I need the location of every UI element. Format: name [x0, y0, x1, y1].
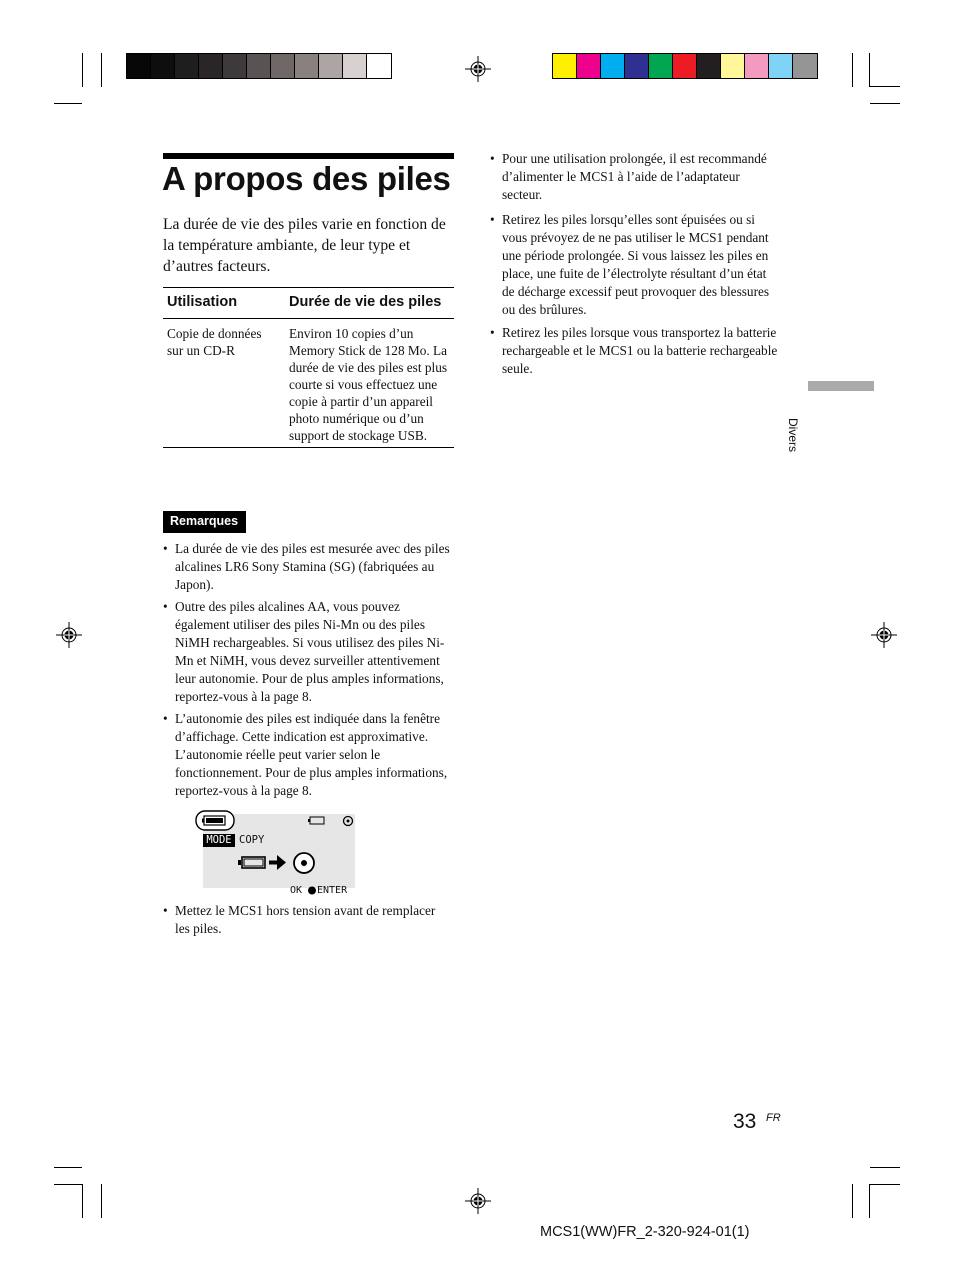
color-swatch — [649, 54, 673, 78]
crop-mark — [101, 53, 102, 87]
table-cell: Copie de données sur un CD-R — [163, 319, 285, 448]
crop-mark — [852, 53, 853, 87]
crop-mark — [869, 1184, 900, 1185]
color-swatch — [343, 54, 367, 78]
crop-mark — [852, 1184, 853, 1218]
crop-mark — [54, 1184, 82, 1185]
note-text: La durée de vie des piles est mesurée avec des piles alcalines LR6 Sony Stamina (SG) (fabriquées au Japon). — [175, 541, 450, 592]
color-swatch — [793, 54, 817, 78]
bullet: • — [163, 711, 168, 726]
color-swatch — [625, 54, 649, 78]
color-swatch — [223, 54, 247, 78]
table-header-row — [163, 288, 454, 319]
page-title: A propos des piles — [162, 160, 451, 197]
table-header: Utilisation — [163, 288, 285, 319]
lcd-enter-label: ENTER — [317, 885, 348, 896]
gray-swatch-bar — [126, 53, 392, 79]
notes-list-right — [490, 150, 780, 382]
list-item — [163, 902, 453, 938]
bullet: • — [163, 599, 168, 614]
lcd-action-label: COPY — [239, 834, 265, 846]
page-language: FR — [766, 1112, 781, 1124]
bullet: • — [490, 325, 495, 340]
crop-mark — [54, 103, 82, 104]
intro-paragraph: La durée de vie des piles varie en fonction de la température ambiante, de leur type et d’autres facteurs. — [163, 216, 446, 275]
color-swatch — [271, 54, 295, 78]
list-item — [163, 540, 453, 594]
notes-label: Remarques — [163, 511, 246, 533]
note-text: Retirez les piles lorsqu’elles sont épuisées ou si vous prévoyez de ne pas utiliser le MCS1 pendant une période prolongée. Si vous laissez les piles en place, une fuite de l’électrolyte résultant d’un état de décharge excessif peut provoquer des blessures ou des brûlures. — [502, 212, 770, 317]
registration-mark-icon — [465, 56, 491, 82]
color-swatch — [721, 54, 745, 78]
title-rule — [163, 153, 454, 159]
crop-mark — [82, 53, 83, 87]
note-text: Outre des piles alcalines AA, vous pouvez également utiliser des piles Ni-Mn ou des piles NiMH rechargeables. Si vous utilisez des piles Ni-Mn et NiMH, vous devez surveiller attentivement leur autonomie. Pour de plus amples informations, reportez-vous à la page 8. — [175, 599, 445, 704]
crop-mark — [870, 1167, 900, 1168]
color-swatch — [175, 54, 199, 78]
registration-mark-icon — [465, 1188, 491, 1214]
color-swatch — [367, 54, 391, 78]
table-header: Durée de vie des piles — [285, 288, 454, 319]
registration-mark-icon — [871, 622, 897, 648]
crop-mark — [101, 1184, 102, 1218]
crop-mark — [870, 103, 900, 104]
notes-list-left — [163, 540, 453, 804]
color-swatch — [577, 54, 601, 78]
crop-mark — [54, 1167, 82, 1168]
section-tab-label: Divers — [786, 418, 800, 453]
registration-mark-icon — [56, 622, 82, 648]
color-swatch — [601, 54, 625, 78]
section-tab-bar — [808, 381, 874, 391]
bullet: • — [490, 212, 495, 227]
color-swatch — [199, 54, 223, 78]
lcd-ok-label: OK — [290, 885, 303, 896]
color-swatch — [745, 54, 769, 78]
color-swatch — [553, 54, 577, 78]
notes-list-after-lcd — [163, 902, 453, 942]
color-swatch — [673, 54, 697, 78]
bullet: • — [490, 151, 495, 166]
color-swatch — [697, 54, 721, 78]
color-swatch — [295, 54, 319, 78]
list-item — [163, 598, 453, 706]
color-swatch — [769, 54, 793, 78]
color-swatch — [151, 54, 175, 78]
table-row — [163, 319, 454, 448]
list-item — [490, 324, 780, 378]
document-id: MCS1(WW)FR_2-320-924-01(1) — [540, 1224, 750, 1240]
color-swatch — [247, 54, 271, 78]
note-text: Mettez le MCS1 hors tension avant de remplacer les piles. — [175, 903, 436, 936]
note-text: L’autonomie des piles est indiquée dans la fenêtre d’affichage. Cette indication est approximative. L’autonomie réelle peut varier selon le fonctionnement. Pour de plus amples informations, reportez-vous à la page 8. — [175, 711, 448, 798]
lcd-mode-label: MODE — [206, 834, 232, 846]
bullet: • — [163, 903, 168, 918]
lcd-display-illustration — [195, 810, 357, 898]
crop-mark — [870, 86, 900, 87]
page-number: 33 — [733, 1110, 757, 1133]
list-item — [163, 710, 453, 800]
color-swatch-bar — [552, 53, 818, 79]
color-swatch — [127, 54, 151, 78]
list-item — [490, 150, 780, 204]
battery-life-table — [163, 287, 454, 448]
note-text: Retirez les piles lorsque vous transportez la batterie rechargeable et le MCS1 ou la batterie rechargeable seule. — [502, 325, 778, 376]
crop-mark — [869, 53, 870, 87]
list-item — [490, 211, 780, 319]
table-cell: Environ 10 copies d’un Memory Stick de 128 Mo. La durée de vie des piles est plus courte si vous effectuez une copie à partir d’un appareil photo numérique ou d’un support de stockage USB. — [285, 319, 454, 448]
crop-mark — [869, 1184, 870, 1218]
note-text: Pour une utilisation prolongée, il est recommandé d’alimenter le MCS1 à l’aide de l’adaptateur secteur. — [502, 151, 767, 202]
crop-mark — [82, 1184, 83, 1218]
bullet: • — [163, 541, 168, 556]
color-swatch — [319, 54, 343, 78]
